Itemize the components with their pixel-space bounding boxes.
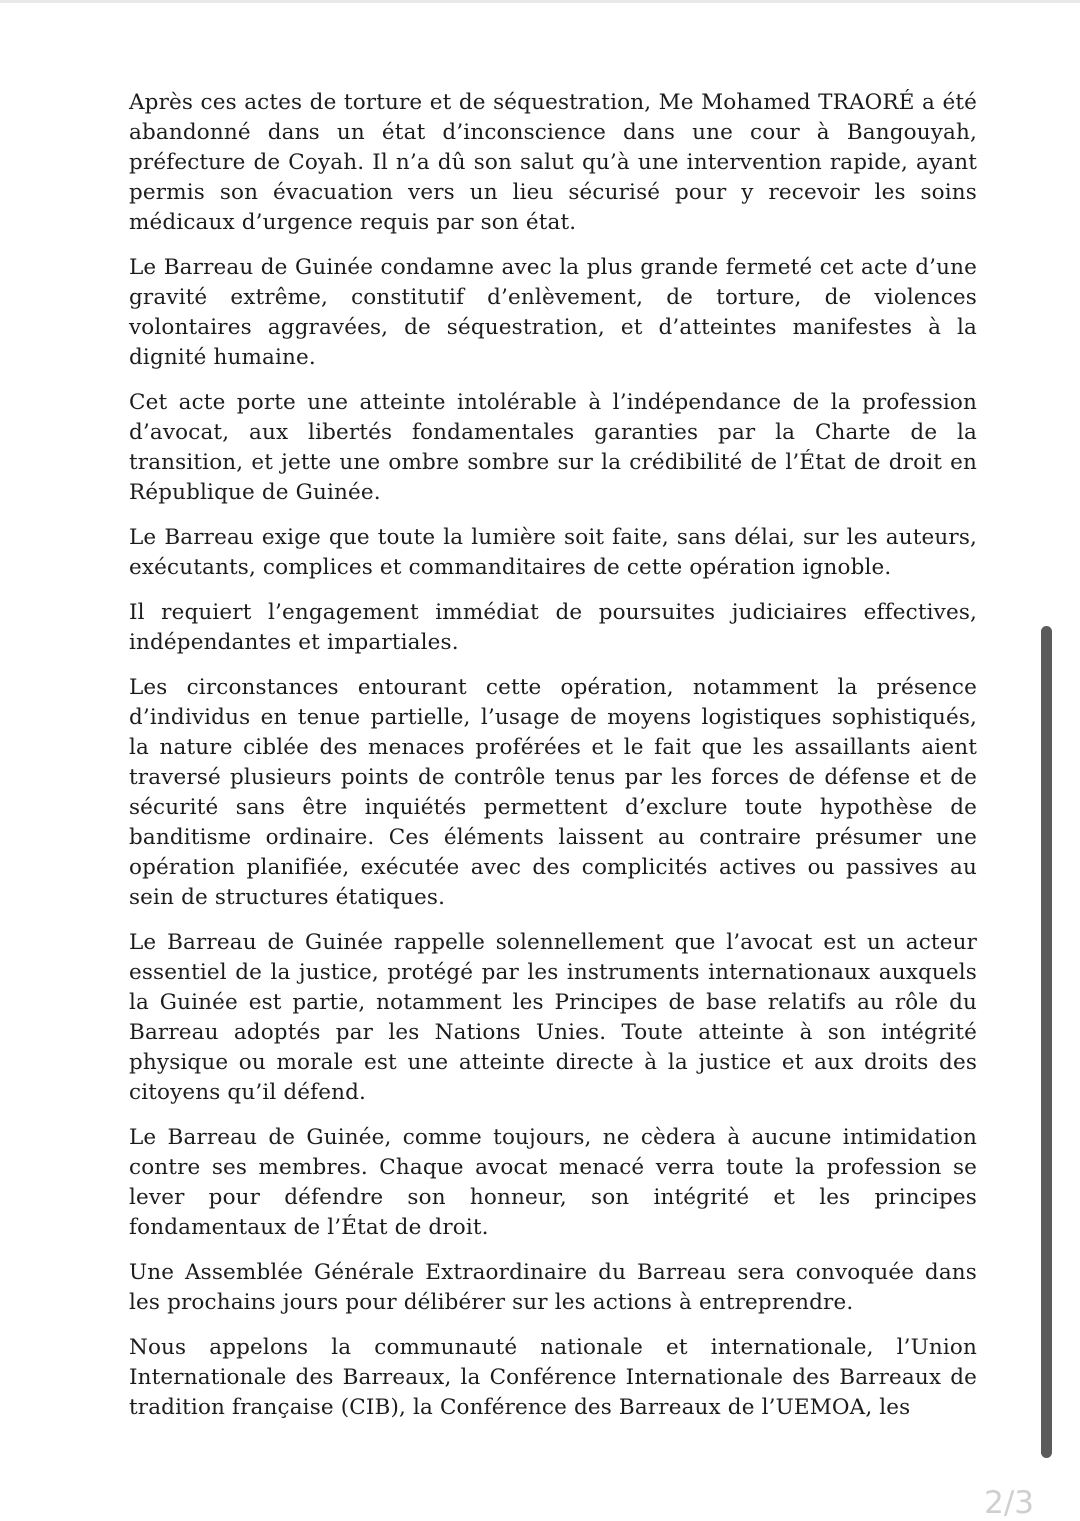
scrollbar-thumb[interactable] [1041, 626, 1052, 1458]
paragraph-4: Le Barreau exige que toute la lumière soit faite, sans délai, sur les auteurs, exécutants, complices et commanditaires de cette opération ignoble. [129, 525, 977, 580]
paragraph-3: Cet acte porte une atteinte intolérable à l’indépendance de la profession d’avocat, aux libertés fondamentales garanties par la Charte de la transition, et jette une ombre sombre sur la crédibilité de l’État de droit en République de Guinée. [129, 390, 977, 505]
paragraph-1: Après ces actes de torture et de séquestration, Me Mohamed TRAORÉ a été abandonné dans un état d’inconscience dans une cour à Bangouyah, préfecture de Coyah. Il n’a dû son salut qu’à une intervention rapide, ayant permis son évacuation vers un lieu sécurisé pour y recevoir les soins médicaux d’urgence requis par son état. [129, 90, 977, 235]
page-indicator: 2/3 [984, 1485, 1034, 1521]
paragraph-10: Nous appelons la communauté nationale et internationale, l’Union Internationale des Barreaux, la Conférence Internationale des Barreaux de tradition française (CIB), la Conférence des Barreaux de l’UEMOA, les [129, 1335, 977, 1420]
document-page [129, 88, 977, 1438]
paragraph-5: Il requiert l’engagement immédiat de poursuites judiciaires effectives, indépendantes et impartiales. [129, 600, 977, 655]
paragraph-6: Les circonstances entourant cette opération, notamment la présence d’individus en tenue partielle, l’usage de moyens logistiques sophistiqués, la nature ciblée des menaces proférées et le fait que les assaillants aient traversé plusieurs points de contrôle tenus par les forces de défense et de sécurité sans être inquiétés permettent d’exclure toute hypothèse de banditisme ordinaire. Ces éléments laissent au contraire présumer une opération planifiée, exécutée avec des complicités actives ou passives au sein de structures étatiques. [129, 675, 977, 910]
toolbar-divider [0, 0, 1080, 3]
paragraph-7: Le Barreau de Guinée rappelle solennellement que l’avocat est un acteur essentiel de la justice, protégé par les instruments internationaux auxquels la Guinée est partie, notamment les Principes de base relatifs au rôle du Barreau adoptés par les Nations Unies. Toute atteinte à son intégrité physique ou morale est une atteinte directe à la justice et aux droits des citoyens qu’il défend. [129, 930, 977, 1105]
paragraph-9: Une Assemblée Générale Extraordinaire du Barreau sera convoquée dans les prochains jours pour délibérer sur les actions à entreprendre. [129, 1260, 977, 1315]
paragraph-8: Le Barreau de Guinée, comme toujours, ne cèdera à aucune intimidation contre ses membres. Chaque avocat menacé verra toute la profession se lever pour défendre son honneur, son intégrité et les principes fondamentaux de l’État de droit. [129, 1125, 977, 1240]
paragraph-2: Le Barreau de Guinée condamne avec la plus grande fermeté cet acte d’une gravité extrême, constitutif d’enlèvement, de torture, de violences volontaires aggravées, de séquestration, et d’atteintes manifestes à la dignité humaine. [129, 255, 977, 370]
